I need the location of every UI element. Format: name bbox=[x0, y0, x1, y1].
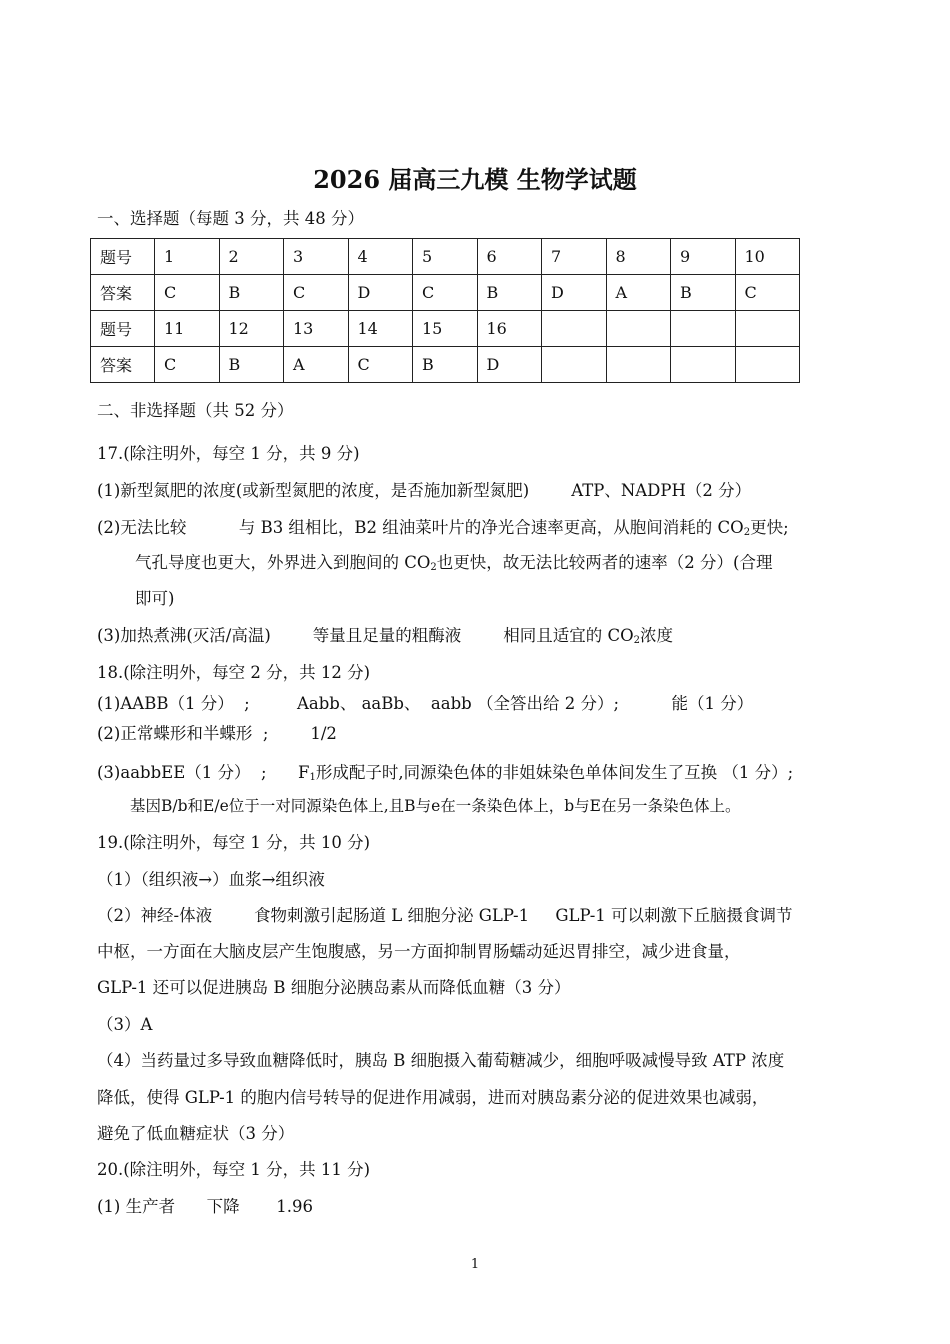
table-cell bbox=[606, 347, 671, 383]
table-cell: 1 bbox=[155, 239, 220, 275]
text-segment: 形成配子时,同源染色体的非姐妹染色单体间发生了互换 （1 分）; bbox=[315, 763, 794, 782]
page-number: 1 bbox=[470, 1257, 480, 1272]
text-segment: 气孔导度也更大，外界进入到胞间的 CO bbox=[135, 553, 431, 572]
table-cell bbox=[542, 311, 607, 347]
table-cell: 6 bbox=[477, 239, 542, 275]
table-cell: D bbox=[477, 347, 542, 383]
text-segment: (3)加热煮沸(灭活/高温) 等量且足量的粗酶液 相同且适宜的 CO bbox=[97, 626, 634, 645]
subscript: 2 bbox=[633, 635, 640, 646]
table-cell: C bbox=[155, 347, 220, 383]
table-cell bbox=[606, 311, 671, 347]
q19-header: 19.(除注明外，每空 1 分，共 10 分) bbox=[97, 833, 371, 852]
table-cell bbox=[671, 311, 736, 347]
table-cell: 10 bbox=[735, 239, 800, 275]
table-cell: B bbox=[219, 275, 284, 311]
page-title: 2026 届高三九模 生物学试题 bbox=[313, 165, 637, 194]
q18-answer-2: (2)正常蝶形和半蝶形 ; 1/2 bbox=[97, 724, 337, 743]
table-cell: A bbox=[606, 275, 671, 311]
table-cell: C bbox=[735, 275, 800, 311]
table-row-header: 答案 bbox=[91, 347, 155, 383]
table-row-header: 题号 bbox=[91, 311, 155, 347]
q17-answer-2-line-1 bbox=[97, 517, 789, 544]
table-row bbox=[91, 311, 800, 347]
q19-answer-1: （1）（组织液→）血浆→组织液 bbox=[97, 870, 325, 889]
q18-answer-3-line-2: 基因B/b和E/e位于一对同源染色体上,且B与e在一条染色体上，b与E在另一条染色体上。 bbox=[130, 797, 741, 815]
table-cell: 12 bbox=[219, 311, 284, 347]
q19-answer-4-line-1: （4）当药量过多导致血糖降低时，胰岛 B 细胞摄入葡萄糖减少，细胞呼吸减慢导致 ATP 浓度 bbox=[97, 1051, 785, 1070]
q19-answer-4-line-2: 降低，使得 GLP-1 的胞内信号转导的促进作用减弱，进而对胰岛素分泌的促进效果也减弱， bbox=[97, 1088, 769, 1107]
table-cell: D bbox=[348, 275, 413, 311]
text-segment: (2)无法比较 与 B3 组相比，B2 组油菜叶片的净光合速率更高，从胞间消耗的 CO bbox=[97, 518, 744, 537]
subscript: 2 bbox=[430, 562, 437, 573]
q18-header: 18.(除注明外，每空 2 分，共 12 分) bbox=[97, 663, 371, 682]
subscript: 2 bbox=[743, 527, 751, 538]
table-cell bbox=[735, 311, 800, 347]
table-cell: B bbox=[413, 347, 478, 383]
table-cell: C bbox=[284, 275, 349, 311]
section2-heading: 二、非选择题（共 52 分） bbox=[97, 401, 294, 420]
q17-answer-3 bbox=[97, 625, 673, 652]
table-cell: 4 bbox=[348, 239, 413, 275]
table-cell: C bbox=[155, 275, 220, 311]
table-cell: B bbox=[477, 275, 542, 311]
q17-answer-1: (1)新型氮肥的浓度(或新型氮肥的浓度，是否施加新型氮肥) ATP、NADPH（2 分） bbox=[97, 481, 752, 500]
table-cell: 3 bbox=[284, 239, 349, 275]
q17-header: 17.(除注明外，每空 1 分，共 9 分) bbox=[97, 444, 360, 463]
table-row bbox=[91, 347, 800, 383]
q20-header: 20.(除注明外，每空 1 分，共 11 分) bbox=[97, 1160, 371, 1179]
q17-answer-2-line-2 bbox=[135, 552, 772, 579]
table-cell: 7 bbox=[542, 239, 607, 275]
q18-answer-3-line-1 bbox=[97, 762, 793, 789]
table-cell: C bbox=[413, 275, 478, 311]
q19-answer-2-line-3: GLP-1 还可以促进胰岛 B 细胞分泌胰岛素从而降低血糖（3 分） bbox=[97, 978, 571, 997]
section1-heading: 一、选择题（每题 3 分，共 48 分） bbox=[97, 209, 364, 228]
q20-answer-1: (1) 生产者 下降 1.96 bbox=[97, 1197, 314, 1216]
table-cell: 16 bbox=[477, 311, 542, 347]
q17-answer-2-line-3: 即可) bbox=[135, 589, 175, 608]
table-row-header: 答案 bbox=[91, 275, 155, 311]
text-segment: 也更快，故无法比较两者的速率（2 分）(合理 bbox=[436, 553, 773, 572]
table-cell: 2 bbox=[219, 239, 284, 275]
table-cell: 5 bbox=[413, 239, 478, 275]
subscript: 1 bbox=[309, 772, 316, 783]
answer-table bbox=[90, 238, 800, 383]
table-cell: 8 bbox=[606, 239, 671, 275]
table-row bbox=[91, 239, 800, 275]
table-cell bbox=[735, 347, 800, 383]
text-segment: 浓度 bbox=[640, 626, 673, 645]
text-segment: 更快; bbox=[750, 518, 789, 537]
table-cell bbox=[542, 347, 607, 383]
table-cell: 15 bbox=[413, 311, 478, 347]
table-cell: 14 bbox=[348, 311, 413, 347]
table-cell: D bbox=[542, 275, 607, 311]
table-cell: C bbox=[348, 347, 413, 383]
table-cell: 11 bbox=[155, 311, 220, 347]
table-cell bbox=[671, 347, 736, 383]
table-row-header: 题号 bbox=[91, 239, 155, 275]
q19-answer-2-line-1: （2）神经-体液 食物刺激引起肠道 L 细胞分泌 GLP-1 GLP-1 可以刺激下丘脑摄食调节 bbox=[97, 906, 793, 925]
table-row bbox=[91, 275, 800, 311]
table-cell: B bbox=[671, 275, 736, 311]
text-segment: (3)aabbEE（1 分） ; F bbox=[97, 763, 310, 782]
q19-answer-3: （3）A bbox=[97, 1015, 153, 1034]
table-cell: A bbox=[284, 347, 349, 383]
table-cell: 9 bbox=[671, 239, 736, 275]
table-cell: B bbox=[219, 347, 284, 383]
q18-answer-1: (1)AABB（1 分） ; Aabb、 aaBb、 aabb （全答出给 2 分）; 能（1 分） bbox=[97, 694, 754, 713]
q19-answer-4-line-3: 避免了低血糖症状（3 分） bbox=[97, 1124, 295, 1143]
q19-answer-2-line-2: 中枢，一方面在大脑皮层产生饱腹感，另一方面抑制胃肠蠕动延迟胃排空，减少进食量， bbox=[97, 942, 741, 961]
table-cell: 13 bbox=[284, 311, 349, 347]
